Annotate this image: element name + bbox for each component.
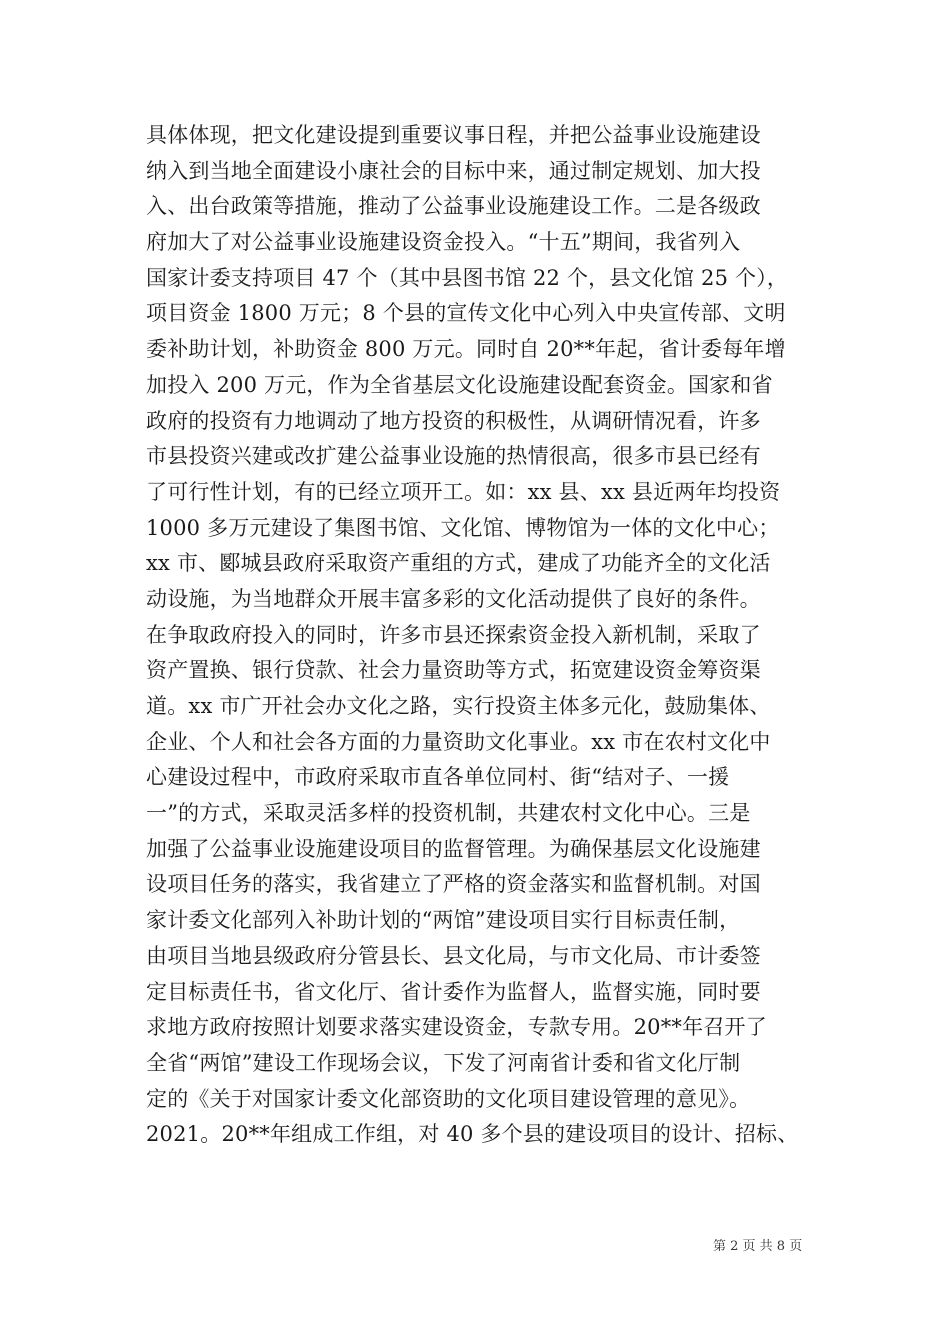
text-line: 道。xx 市广开社会办文化之路，实行投资主体多元化，鼓励集体、	[146, 694, 771, 718]
text-line: 府加大了对公益事业设施建设资金投入。“十五”期间，我省列入	[146, 230, 741, 255]
text-line: 在争取政府投入的同时，许多市县还探索资金投入新机制，采取了	[146, 622, 761, 647]
text-line: 一”的方式，采取灵活多样的投资机制，共建农村文化中心。三是	[146, 801, 751, 826]
text-line: 政府的投资有力地调动了地方投资的积极性，从调研情况看，许多	[146, 408, 761, 433]
text-line: 具体体现，把文化建设提到重要议事日程，并把公益事业设施建设	[146, 123, 761, 147]
text-line: 全省“两馆”建设工作现场会议，下发了河南省计委和省文化厅制	[146, 1050, 741, 1075]
text-line: 定的《关于对国家计委文化部资助的文化项目建设管理的意见》。	[146, 1086, 751, 1111]
text-line: 国家计委支持项目 47 个（其中县图书馆 22 个，县文化馆 25 个），	[146, 265, 789, 290]
text-line: xx 市、郾城县政府采取资产重组的方式，建成了功能齐全的文化活	[146, 551, 771, 576]
page-number: 第 2 页 共 8 页	[713, 1239, 803, 1254]
text-line: 了可行性计划，有的已经立项开工。如：xx 县、xx 县近两年均投资	[146, 479, 781, 504]
text-line: 企业、个人和社会各方面的力量资助文化事业。xx 市在农村文化中	[146, 729, 771, 754]
text-line: 求地方政府按照计划要求落实建设资金，专款专用。20**年召开了	[146, 1015, 767, 1040]
text-line: 委补助计划，补助资金 800 万元。同时自 20**年起，省计委每年增	[146, 337, 786, 362]
text-line: 由项目当地县级政府分管县长、县文化局，与市文化局、市计委签	[146, 943, 761, 968]
text-line: 1000 多万元建设了集图书馆、文化馆、博物馆为一体的文化中心；	[146, 515, 780, 540]
text-line: 纳入到当地全面建设小康社会的目标中来，通过制定规划、加大投	[146, 158, 761, 183]
text-line: 定目标责任书，省文化厅、省计委作为监督人，监督实施，同时要	[146, 979, 761, 1004]
text-line: 动设施，为当地群众开展丰富多彩的文化活动提供了良好的条件。	[146, 586, 761, 611]
text-line: 设项目任务的落实，我省建立了严格的资金落实和监督机制。对国	[146, 872, 761, 897]
text-line: 市县投资兴建或改扩建公益事业设施的热情很高，很多市县已经有	[146, 444, 761, 469]
text-line: 加投入 200 万元，作为全省基层文化设施建设配套资金。国家和省	[146, 372, 773, 397]
text-line: 心建设过程中，市政府采取市直各单位同村、街“结对子、一援	[146, 765, 730, 790]
text-line: 资产置换、银行贷款、社会力量资助等方式，拓宽建设资金筹资渠	[146, 658, 761, 683]
body-text	[146, 118, 826, 1153]
text-line: 加强了公益事业设施建设项目的监督管理。为确保基层文化设施建	[146, 836, 761, 861]
text-line: 家计委文化部列入补助计划的“两馆”建设项目实行目标责任制，	[146, 908, 741, 933]
text-line: 项目资金 1800 万元；8 个县的宣传文化中心列入中央宣传部、文明	[146, 301, 786, 326]
text-line: 入、出台政策等措施，推动了公益事业设施建设工作。二是各级政	[146, 194, 761, 219]
text-line: 2021。20**年组成工作组，对 40 多个县的建设项目的设计、招标、	[146, 1122, 799, 1147]
